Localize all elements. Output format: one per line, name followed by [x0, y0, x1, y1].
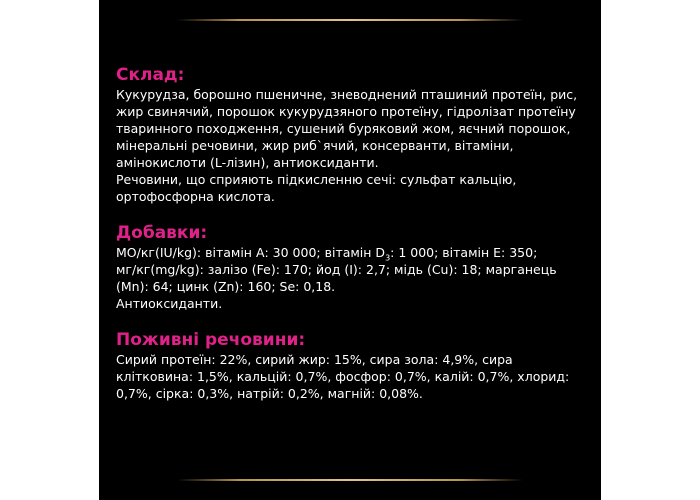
bottom-gold-divider: [177, 479, 523, 481]
composition-urine-acidifiers: Речовини, що сприяють підкисленню сечі: сульфат кальцію, ортофосфорна кислота.: [116, 172, 517, 204]
additives-vitamins: [116, 244, 586, 261]
label-content: [116, 64, 586, 419]
nutrients-heading: Поживні речовини:: [116, 330, 306, 350]
additives-heading: Добавки:: [116, 223, 208, 243]
additives-vitamins-text-end: : 1 000; вітамін Е: 350;: [390, 245, 538, 260]
vitamin-d-subscript: 3: [385, 253, 391, 263]
additives-antioxidants: Антиоксиданти.: [116, 296, 223, 311]
additives-vitamins-text: МО/кг(IU/kg): вітамін А: 30 000; вітамін D: [116, 245, 386, 260]
composition-section: [116, 64, 586, 205]
top-gold-divider: [177, 19, 523, 21]
label-panel: [99, 0, 601, 500]
nutrients-values: Сирий протеїн: 22%, сирий жир: 15%, сира зола: 4,9%, сира клітковина: 1,5%, кальцій: 0,7%, фосфор: 0,7%, калій: 0,7%, хлорид: 0,7%, сірка: 0,3%, натрій: 0,2%, магній: 0,08%.: [116, 352, 570, 401]
composition-heading: Склад:: [116, 65, 185, 85]
additives-minerals: мг/кг(mg/kg): залізо (Fe): 170; йод (I): 2,7; мідь (Cu): 18; марганець (Mn): 64; цинк (Zn): 160; Se: 0,18.: [116, 262, 557, 294]
additives-section: [116, 222, 586, 312]
composition-ingredients: Кукурудза, борошно пшеничне, зневоднений пташиний протеїн, рис, жир свинячий, порошок кукурудзяного протеїну, гідролізат протеїну тваринного походження, сушений буряковий жом, яєчний порошок, мінеральні речовини, жир риб`ячий, консерванти, вітаміни, амінокислоти (L-лізин), антиоксиданти.: [116, 87, 578, 170]
nutrients-section: [116, 329, 586, 402]
